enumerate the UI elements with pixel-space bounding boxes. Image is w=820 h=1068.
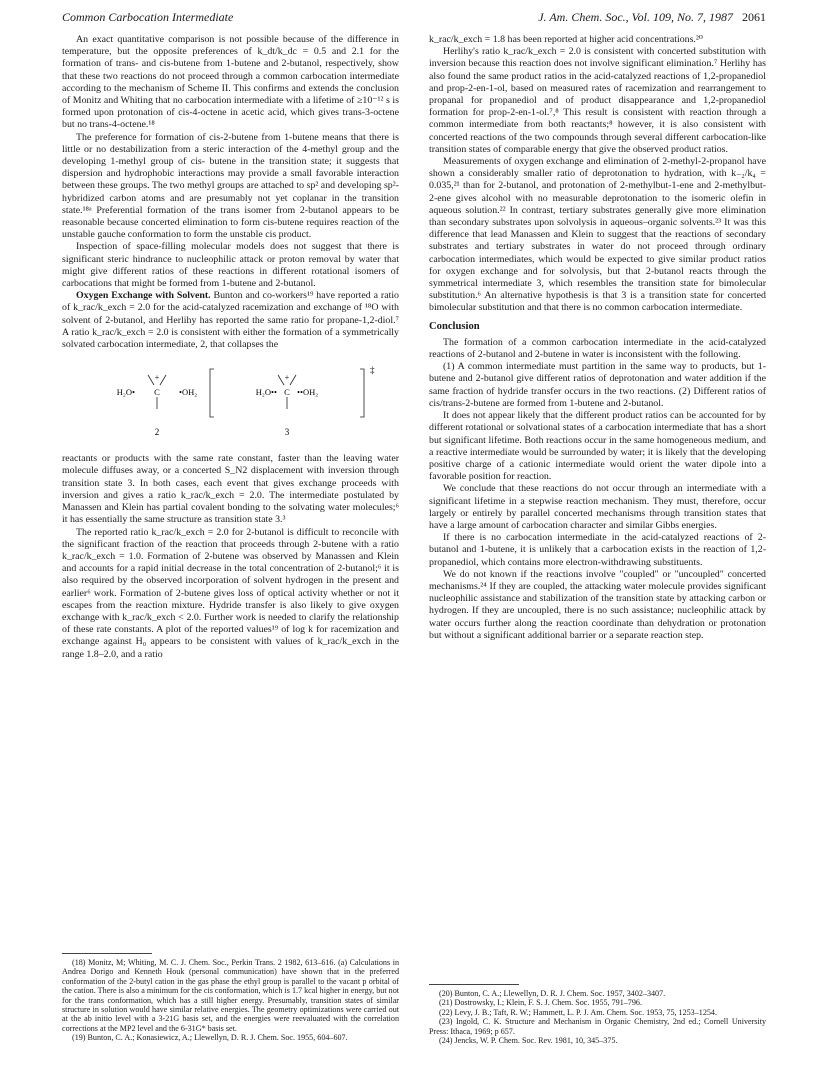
structure-2-label: 2 <box>154 427 160 438</box>
footnote: (24) Jencks, W. P. Chem. Soc. Rev. 1981, 10, 345–375. <box>439 1036 618 1046</box>
bond-line <box>148 375 154 385</box>
footnotes-left <box>62 958 399 1043</box>
footnote: (22) Levy, J. B.; Taft, R. W.; Hammett, L. P. J. Am. Chem. Soc. 1953, 75, 1253–1254. <box>439 1007 717 1017</box>
page-number: 2061 <box>742 10 766 24</box>
journal-citation <box>538 10 766 25</box>
paragraph: The reported ratio k_rac/k_exch = 2.0 for 2-butanol is difficult to reconcile with the significant fraction of the reaction that proceeds through 2-butene with a ratio k_rac/k_exch = 1.0. Formation of 2-butene was observed by Manassen and Klein and accounts for a rapid initial decrease in the total concentration of 2-butanol;⁶ it is also required by the observed incorporation of solvent hydrogen in the present and earlier⁶ work. Formation of 2-butene gives loss of optical activity whether or not it escapes from the reaction mixture. Hydride transfer is also likely to give oxygen exchange with k_rac/k_exch < 2.0. Further work is needed to clarify the relationship of these rate constants. A plot of the reported values¹⁹ of log k for racemization and exchange against H₀ appears to be consistent with values of k_rac/k_exch in the range 1.8–2.0, and a ratio <box>62 526 399 660</box>
footnotes-right <box>429 989 766 1045</box>
footnote-rule <box>62 953 152 954</box>
footnote: (19) Bunton, C. A.; Konasiewicz, A.; Llewellyn, D. R. J. Chem. Soc. 1955, 604–607. <box>72 1033 348 1043</box>
section-heading-conclusion: Conclusion <box>429 320 480 332</box>
paragraph: An exact quantitative comparison is not possible because of the difference in temperature, but the opposite preferences of k_dt/k_dc = 0.5 and 2.1 for the formation of trans- and cis-butene from 1-butene and 2-butanol, respectively, show that these two reactions do not proceed through a common carbocation intermediate according to the mechanism of Scheme II. This confirms and extends the conclusion of Monitz and Whiting that no carbocation intermediate with a lifetime of ≥10⁻¹² s is formed upon protonation of cis-4-octene in acetic acid, which gives trans-3-octene but no trans-4-octene.¹⁸ <box>62 34 399 131</box>
structure-2-right: •OH₂ <box>179 387 198 398</box>
left-column <box>62 34 399 661</box>
paragraph: The preference for formation of cis-2-butene from 1-butene means that there is little or no destabilization from a steric interaction of the 4-methyl group and the developing 1-methyl group of cis- butene in the transition state; it suggests that dispersion and hydrophobic interactions may provide a small favorable interaction between these groups. The two methyl groups are attached to sp² and developing sp²-hybridized carbon atoms and are presumably not yet coplanar in the transition state.¹⁸ᵃ Preferential formation of the trans isomer from 2-butanol appears to be reasonable because concerted elimination to form cis-butene requires reaction of the unstable gauche conformation to form the unstable cis product. <box>62 131 399 241</box>
paragraph: Herlihy's ratio k_rac/k_exch = 2.0 is consistent with concerted substitution with inversion because this reaction does not involve significant elimination.⁷ Herlihy has also found the same product ratios in the acid-catalyzed reactions of 1,2-propanediol and prop-2-en-1-ol, based on measured rates of racemization and rearrangement to propanal for propanediol and of product disappearance and 1,2-propanediol formation for prop-2-en-1-ol.⁷,⁸ This result is consistent with reaction through a common intermediate from both reactants;⁸ however, it is also consistent with concerted reactions of the two compounds through several different carbocation-like transition states of comparable energy that give the observed product ratios. <box>429 46 766 155</box>
structure-3-right: ••OH₂ <box>297 387 319 398</box>
journal-name: J. Am. Chem. Soc., Vol. 109, No. 7, 1987 <box>538 10 733 24</box>
footnote: (21) Dostrowsky, I.; Klein, F. S. J. Chem. Soc. 1955, 791–796. <box>439 998 642 1008</box>
paragraph: k_rac/k_exch = 1.8 has been reported at higher acid concentrations.²⁰ <box>429 34 703 45</box>
right-column <box>429 34 766 642</box>
section-heading-oxygen-exchange: Oxygen Exchange with Solvent. <box>76 290 211 302</box>
page-header <box>62 10 766 28</box>
footnote: (18) Monitz, M; Whiting, M. C. J. Chem. Soc., Perkin Trans. 2 1982, 613–616. (a) Calculations in Andrea Dorigo and Kenneth Houk (personal communication) have shown that in the preferred conformation of the 2-butyl cation in the gas phase the ethyl group is parallel to the vacant p orbital of the cation. There is also a minimum for the cis conformation, which is 1.7 kcal higher in energy, but not for the trans conformation, which has a still higher energy. Presumably, transition states of similar structure in solution would have similar relative energies. The geometry optimizations were carried out at the ab initio level with a 3-21G basis set, and the energies were reevaluated with the correlation corrections at the MP2 level and the 6-31G* basis set. <box>62 958 399 1033</box>
footnote-rule <box>429 984 519 985</box>
structure-2-center: C <box>154 387 160 398</box>
structure-3-center: C <box>284 387 290 398</box>
bracket-right <box>360 369 364 417</box>
structure-3-left: H₂O•• <box>255 387 277 398</box>
paragraph: We do not known if the reactions involve "coupled" or "uncoupled" concerted mechanisms.²⁴ If they are coupled, the attacking water molecule provides significant nucleophilic assistance and stabilization of the transition state by attacking carbon or hydrogen. If they are uncoupled, there is no such assistance; nucleophilic attack by water occurs further along the reaction coordinate than dehydration or protonation but without a significant additional barrier or a separate reaction step. <box>429 568 766 641</box>
running-title: Common Carbocation Intermediate <box>62 10 234 24</box>
footnote: (20) Bunton, C. A.; Llewellyn, D. R. J. Chem. Soc. 1957, 3402–3407. <box>439 989 666 998</box>
structure-diagram <box>62 355 399 447</box>
bond-line <box>290 375 296 385</box>
paragraph: reactants or products with the same rate constant, faster than the leaving water molecule diffuses away, or a concerted S_N2 displacement with inversion through transition state 3. In both cases, each event that gives exchange proceeds with inversion and gives a ratio k_rac/k_exch = 2.0. The intermediate postulated by Manassen and Klein has partial covalent bonding to the solvating water molecules;⁶ it has essentially the same structure as transition state 3.³ <box>62 453 399 526</box>
footnote: (23) Ingold, C. K. Structure and Mechanism in Organic Chemistry, 2nd ed.; Cornell University Press: Ithaca, 1969; p 657. <box>429 1017 766 1036</box>
paragraph: (1) A common intermediate must partition in the same way to products, but 1-butene and 2-butanol give different ratios of deprotonation and water addition if the same fraction of hydride transfer occurs in the two reactions. (2) Different ratios of cis/trans-2-butene are formed from 1-butene and 2-butanol. <box>429 361 766 409</box>
paragraph: Inspection of space-filling molecular models does not suggest that there is significant steric hindrance to nucleophilic attack or proton removal by water that might give different ratios of these reactions in different rotational isomers of carbocations that might be formed from 1-butene and 2-butanol. <box>62 241 399 290</box>
bond-line <box>160 375 166 385</box>
bond-line <box>278 375 284 385</box>
paragraph: Measurements of oxygen exchange and elimination of 2-methyl-2-propanol have shown a considerably smaller ratio of deprotonation to hydration, with k₋₂/k₄ = 0.035,²¹ than for 2-butanol, and protonation of 2-methylbut-1-ene and 2-methylbut-2-ene gives alcohol with no measurable deprotonation to the isomeric olefin in aqueous solution.²² In contrast, tertiary substrates generally give more elimination than secondary substrates upon solvolysis in aqueous–organic solvents.²³ It was this difference that lead Manassen and Klein to suggest that the reactions of secondary substrates and tertiary substrates in water do not proceed through ordinary carbocation intermediates, which would be expected to give similar product ratios for oxygen exchange and for solvolysis, but that 2-butanol reacts through the symmetrical intermediate 3, which resembles the transition state for bimolecular substitution.⁶ An alternative hypothesis is that 3 is a transition state for concerted bimolecular substitution and that there is no common carbocation intermediate. <box>429 156 766 314</box>
structures-figure <box>62 355 399 447</box>
structure-2-left: H₂O• <box>116 387 135 398</box>
paragraph: The formation of a common carbocation intermediate in the acid-catalyzed reactions of 2-butanol and 2-butene in water is inconsistent with the following. <box>429 336 766 361</box>
paragraph-oxygen-exchange <box>62 290 399 351</box>
transition-state-symbol: ‡ <box>370 365 375 376</box>
bracket-left <box>210 369 214 417</box>
charge-symbol: + <box>154 373 160 383</box>
paragraph: If there is no carbocation intermediate in the acid-catalyzed reactions of 2-butanol and 1-butene, it is unlikely that a carbocation exists in the reaction of 1,2-propanediol, which contains more electron-withdrawing substituents. <box>429 532 766 568</box>
paragraph: It does not appear likely that the different product ratios can be accounted for by different rotational or solvational states of a carbocation intermediate that has a short but significant lifetime. Both reactions occur in the same homogeneous medium, and a reactive intermediate would be surrounded by water; it is likely that the developing positive charge of a cationic intermediate would orient the water dipole into a favorable position for reaction. <box>429 410 766 483</box>
paragraph-text: Bunton and co-workers¹⁹ have reported a ratio of k_rac/k_exch = 2.0 for the acid-catalyzed racemization and exchange of ¹⁸O with solvent of 2-butanol, and Herlihy has reported the same ratio for propane-1,2-diol.⁷ A ratio k_rac/k_exch = 2.0 is consistent with either the formation of a symmetrically solvated carbocation intermediate, 2, that collapses the <box>62 290 399 351</box>
paragraph: We conclude that these reactions do not occur through an intermediate with a significant lifetime in a stepwise reaction mechanism. They must, therefore, occur largely or entirely by parallel concerted mechanisms through transition states that have a large amount of carbocation character and similar Gibbs energies. <box>429 483 766 531</box>
structure-3-label: 3 <box>284 427 290 438</box>
charge-symbol: + <box>284 373 290 383</box>
